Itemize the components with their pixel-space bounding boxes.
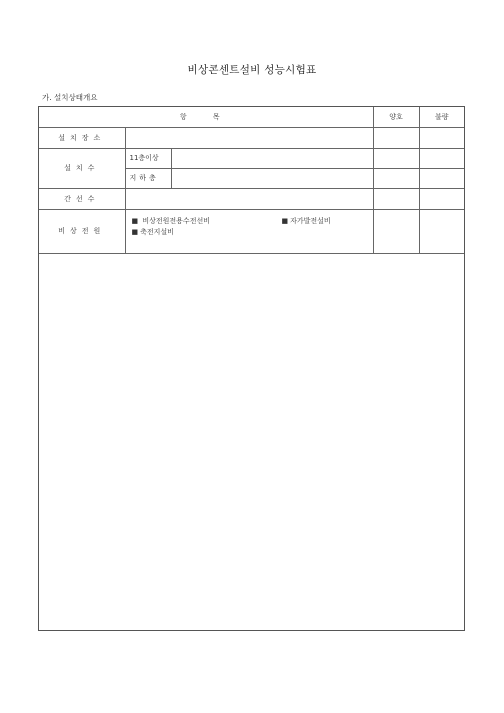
row-power <box>39 209 464 253</box>
power-label: 비상전원 <box>39 209 125 253</box>
power-good-cell[interactable] <box>373 209 419 253</box>
header-bad: 불량 <box>419 107 464 127</box>
count-basement-label: 지하층 <box>125 168 171 188</box>
checkbox-square-icon: ■ <box>131 227 139 236</box>
count-above-bad-cell[interactable] <box>419 148 464 168</box>
trunk-label: 간선수 <box>39 188 125 209</box>
checkbox-square-icon: ■ <box>131 216 139 225</box>
count-basement-value[interactable] <box>171 168 373 188</box>
count-above-11-label: 11층이상 <box>125 148 171 168</box>
row-trunk <box>39 188 464 209</box>
header-good: 양호 <box>373 107 419 127</box>
trunk-good-cell[interactable] <box>373 188 419 209</box>
count-above-11-value[interactable] <box>171 148 373 168</box>
trunk-value[interactable] <box>125 188 373 209</box>
section-label: 가. 설치상태개요 <box>42 93 98 102</box>
power-bad-cell[interactable] <box>419 209 464 253</box>
power-option-battery[interactable]: ■ 축전지설비 <box>131 227 174 236</box>
location-value[interactable] <box>125 127 373 148</box>
row-location <box>39 127 464 148</box>
header-row <box>39 107 464 127</box>
count-basement-good-cell[interactable] <box>373 168 419 188</box>
trunk-bad-cell[interactable] <box>419 188 464 209</box>
count-basement-bad-cell[interactable] <box>419 168 464 188</box>
page-title: 비상콘센트설비 성능시험표 <box>187 64 317 76</box>
row-count-above <box>39 148 464 168</box>
count-above-good-cell[interactable] <box>373 148 419 168</box>
count-label: 설치수 <box>39 148 125 188</box>
header-item: 항 목 <box>39 107 373 127</box>
power-option-dedicated[interactable]: ■ 비상전원전용수전선비 <box>131 216 210 225</box>
power-options <box>125 209 373 253</box>
location-good-cell[interactable] <box>373 127 419 148</box>
location-label: 설치장소 <box>39 127 125 148</box>
inspection-table <box>39 107 464 254</box>
inspection-form <box>38 106 465 631</box>
location-bad-cell[interactable] <box>419 127 464 148</box>
checkbox-square-icon: ■ <box>281 216 289 225</box>
power-option-generator[interactable]: ■ 자가발전설비 <box>281 216 331 225</box>
